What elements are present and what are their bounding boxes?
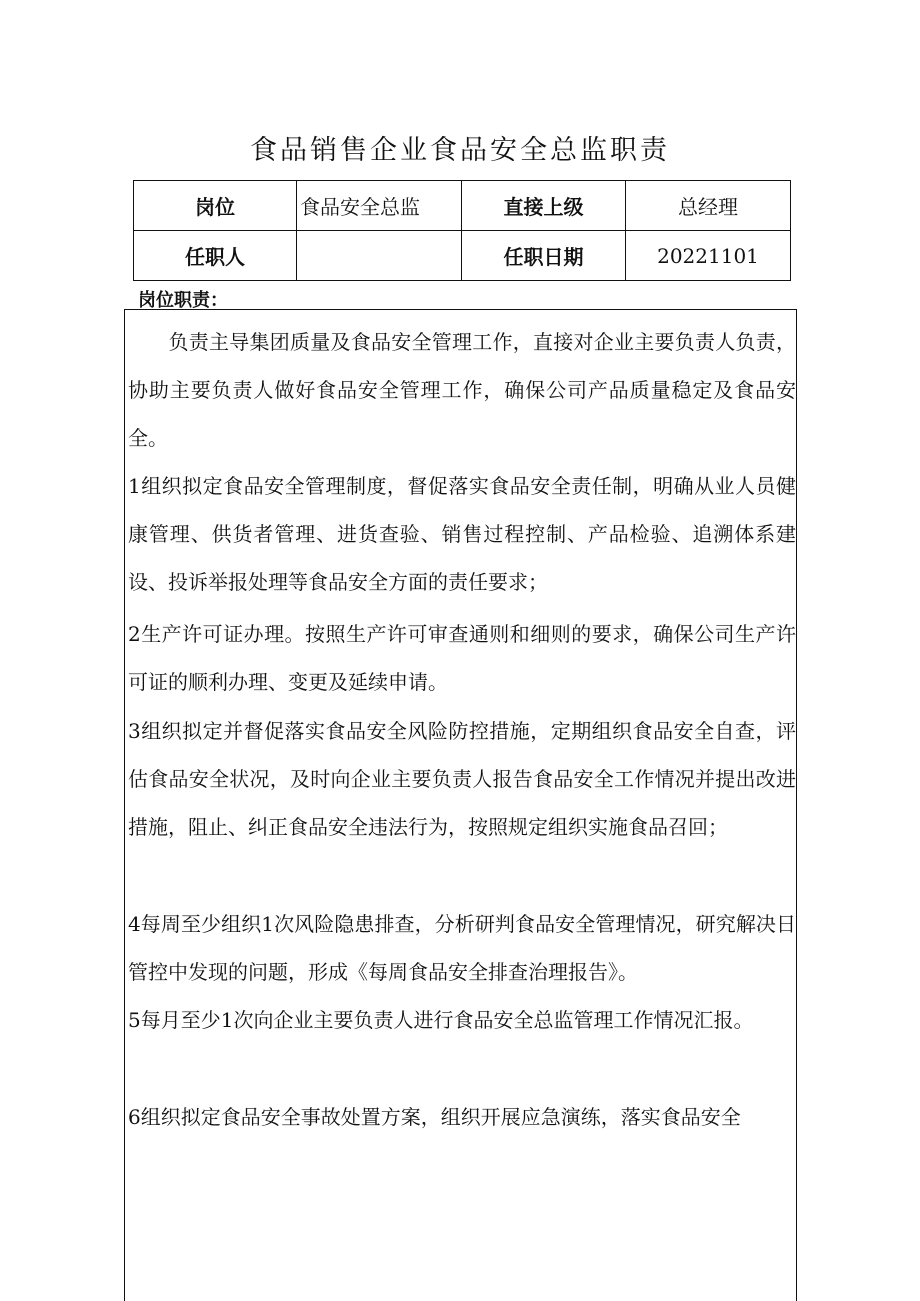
holder-value bbox=[297, 231, 462, 281]
position-label: 岗位 bbox=[134, 181, 297, 231]
duty-item-1: 1组织拟定食品安全管理制度，督促落实食品安全责任制，明确从业人员健康管理、供货者管理、进货查验、销售过程控制、产品检验、追溯体系建设、投诉举报处理等食品安全方面的责任要求； bbox=[128, 474, 796, 594]
superior-value: 总经理 bbox=[626, 181, 791, 231]
duty-item-4: 4每周至少组织1次风险隐患排查，分析研判食品安全管理情况，研究解决日管控中发现的问题，形成《每周食品安全排查治理报告》。 bbox=[128, 912, 796, 984]
superior-label: 直接上级 bbox=[462, 181, 626, 231]
duty-item-6: 6组织拟定食品安全事故处置方案，组织开展应急演练，落实食品安全 bbox=[128, 1105, 741, 1129]
document-title: 食品销售企业食品安全总监职责 bbox=[250, 135, 670, 166]
date-value: 20221101 bbox=[626, 231, 791, 281]
duty-item-3: 3组织拟定并督促落实食品安全风险防控措施，定期组织食品安全自查，评估食品安全状况，及时向企业主要负责人报告食品安全工作情况并提出改进措施，阻止、纠正食品安全违法行为，按照规定组织实施食品召回； bbox=[128, 719, 796, 839]
holder-label: 任职人 bbox=[134, 231, 297, 281]
duties-label: 岗位职责： bbox=[138, 290, 228, 311]
position-value: 食品安全总监 bbox=[297, 181, 462, 231]
duty-intro: 负责主导集团质量及食品安全管理工作，直接对企业主要负责人负责，协助主要负责人做好食品安全管理工作，确保公司产品质量稳定及食品安全。 bbox=[128, 330, 796, 450]
date-label: 任职日期 bbox=[462, 231, 626, 281]
info-table bbox=[133, 180, 791, 281]
duty-item-2: 2生产许可证办理。按照生产许可审查通则和细则的要求，确保公司生产许可证的顺利办理、变更及延续申请。 bbox=[128, 622, 796, 694]
info-row-position bbox=[134, 181, 791, 231]
duty-item-5: 5每月至少1次向企业主要负责人进行食品安全总监管理工作情况汇报。 bbox=[128, 1008, 754, 1032]
info-row-holder bbox=[134, 231, 791, 281]
